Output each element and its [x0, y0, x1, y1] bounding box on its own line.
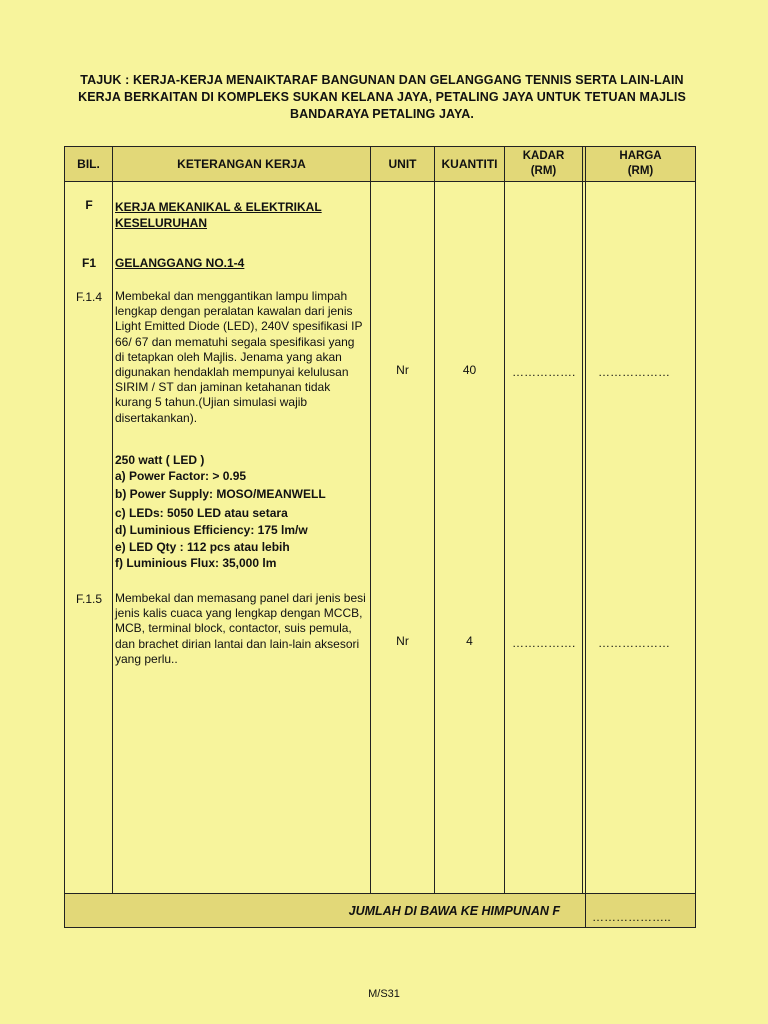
header-bil: BIL.	[77, 156, 100, 171]
document-title: TAJUK : KERJA-KERJA MENAIKTARAF BANGUNAN DAN GELANGGANG TENNIS SERTA LAIN-LAIN KERJA BERKAITAN DI KOMPLEKS SUKAN KELANA JAYA, PETALING JAYA UNTUK TETUAN MAJLIS BANDARAYA PETALING JAYA.	[78, 73, 686, 121]
footer-total-blank[interactable]: ………………..	[592, 910, 671, 924]
header-harga: HARGA (RM)	[619, 150, 662, 177]
column-divider	[585, 146, 586, 928]
item-spec-d: d) Luminious Efficiency: 175 lm/w	[115, 523, 308, 537]
subsection-title: GELANGGANG NO.1-4	[115, 256, 245, 270]
section-code: F	[85, 198, 93, 212]
footer-total-label: JUMLAH DI BAWA KE HIMPUNAN F	[348, 904, 560, 918]
item-code: F.1.5	[75, 592, 102, 606]
item-spec-heading: 250 watt ( LED )	[115, 453, 205, 467]
column-divider	[112, 146, 113, 893]
item-spec-b: b) Power Supply: MOSO/MEANWELL	[115, 487, 326, 501]
item-quantity: 40	[462, 363, 477, 377]
item-description: Membekal dan menggantikan lampu limpah lengkap dengan peralatan kawalan dari jenis Light Emitted Diode (LED), 240V spesifikasi IP 66/ 67 dan mematuhi segala spesifikasi yang di tetapkan oleh Majlis. Jenama yang akan digunakan hendaklah mempunyai kelulusan SIRIM / ST dan jaminan ketahanan tidak kurang 5 tahun.(Ujian simulasi wajib disertakankan).	[115, 289, 363, 425]
item-price-blank[interactable]: ………………	[598, 636, 670, 650]
item-price-blank[interactable]: ………………	[598, 365, 670, 379]
column-divider	[370, 146, 371, 893]
header-kadar: KADAR (RM)	[522, 150, 565, 177]
item-rate-blank[interactable]: …………….	[512, 636, 576, 650]
item-code: F.1.4	[75, 290, 102, 304]
subsection-code: F1	[81, 256, 96, 270]
item-unit: Nr	[396, 634, 409, 648]
header-keterangan: KETERANGAN KERJA	[177, 156, 306, 171]
column-divider	[504, 146, 505, 893]
footer-divider	[585, 893, 586, 928]
item-unit: Nr	[396, 363, 409, 377]
item-spec-e: e) LED Qty : 112 pcs atau lebih	[115, 540, 290, 554]
column-divider	[434, 146, 435, 893]
header-kuantiti: KUANTITI	[441, 156, 498, 171]
page-number: M/S31	[368, 988, 400, 1000]
header-unit: UNIT	[388, 156, 417, 171]
item-spec-f: f) Luminious Flux: 35,000 lm	[115, 556, 277, 570]
column-divider	[582, 146, 583, 893]
item-spec-a: a) Power Factor: > 0.95	[115, 469, 247, 483]
section-title: KERJA MEKANIKAL & ELEKTRIKAL KESELURUHAN	[115, 200, 322, 230]
item-description: Membekal dan memasang panel dari jenis besi jenis kalis cuaca yang lengkap dengan MCCB, MCB, terminal block, contactor, suis pemula, dan brachet dirian lantai dan lain-lain aksesori yang perlu..	[115, 591, 366, 666]
item-rate-blank[interactable]: …………….	[512, 365, 576, 379]
item-quantity: 4	[466, 634, 473, 648]
item-spec-c: c) LEDs: 5050 LED atau setara	[115, 506, 288, 520]
